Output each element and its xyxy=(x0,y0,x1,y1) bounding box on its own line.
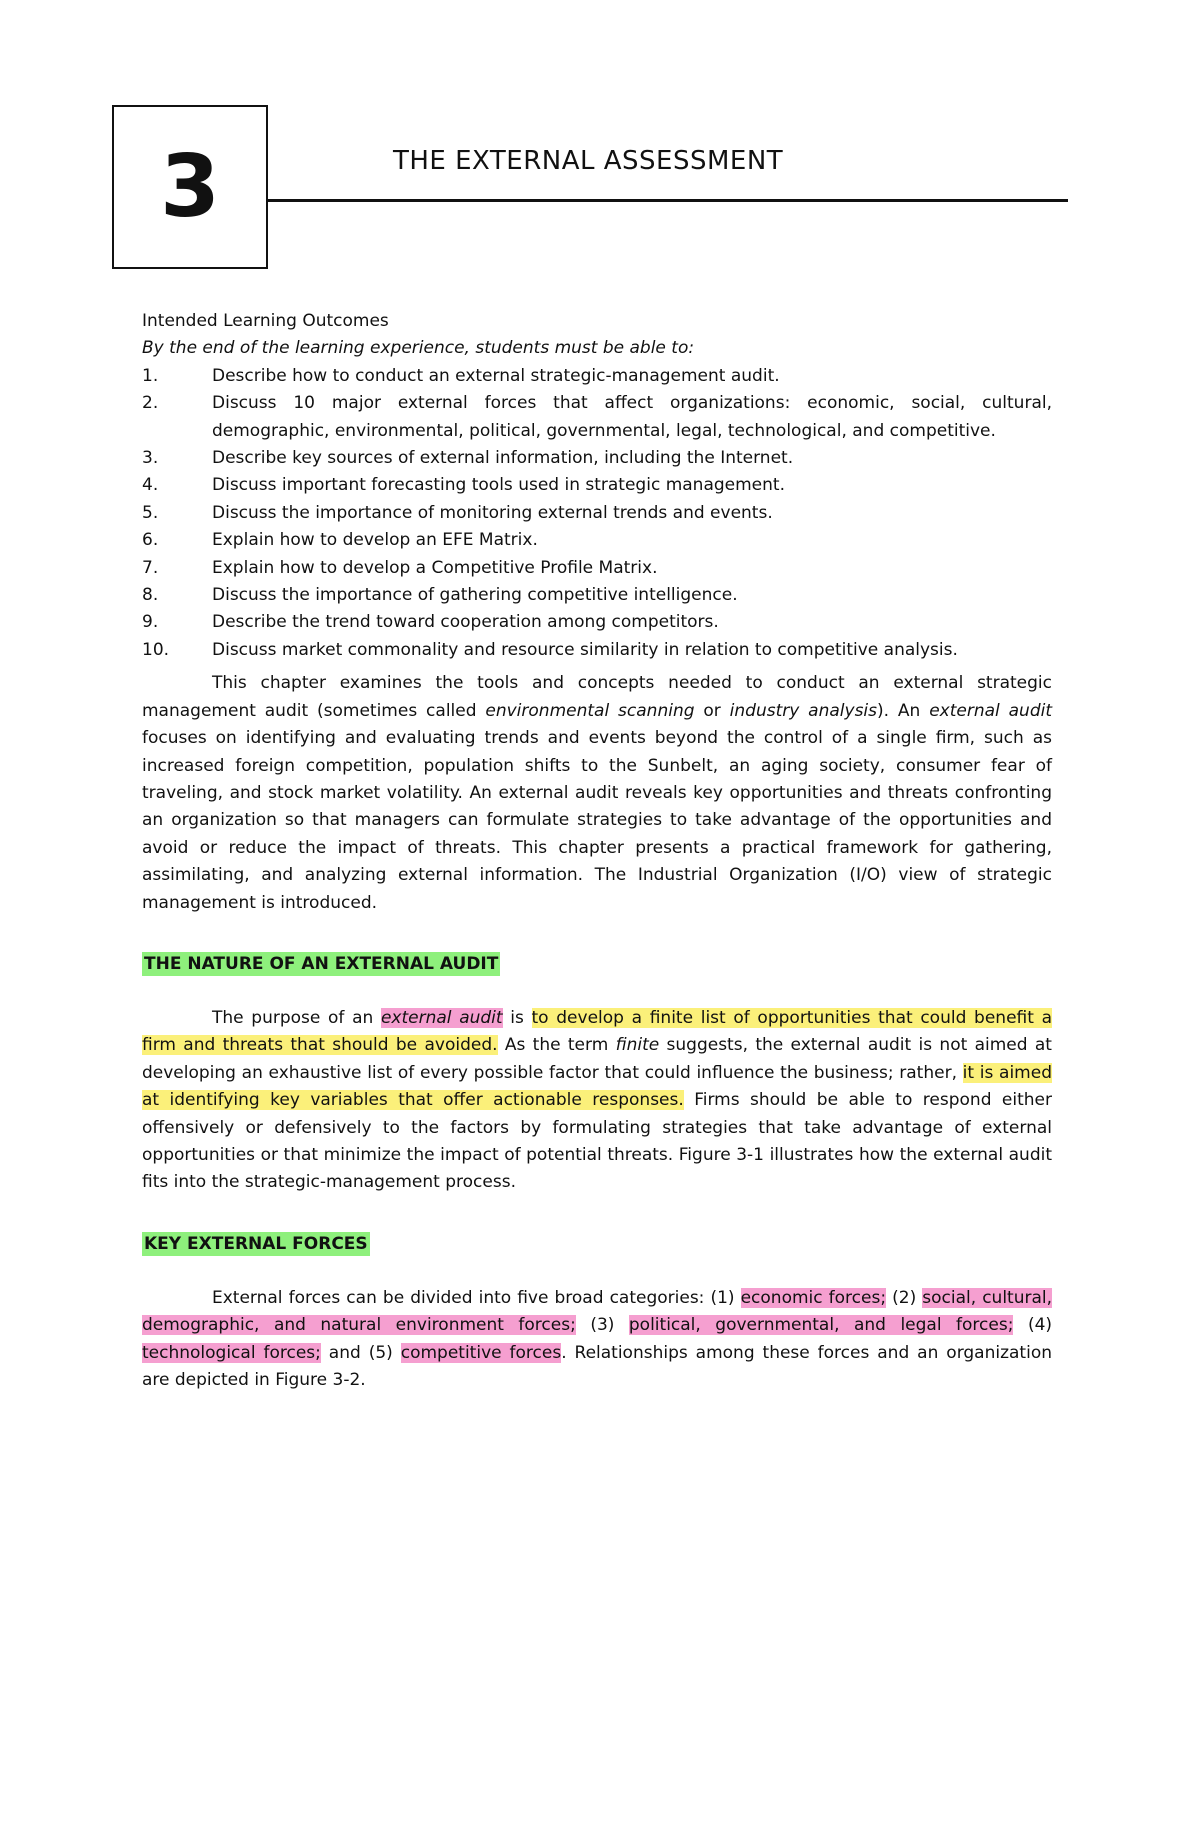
intro-text: ). An xyxy=(877,700,930,721)
term-finite: finite xyxy=(615,1035,660,1056)
highlight-political-forces: political, governmental, and legal forces; xyxy=(628,1315,1014,1336)
title-rule xyxy=(268,199,1068,202)
nature-paragraph xyxy=(142,1005,1052,1197)
section-heading-text: KEY EXTERNAL FORCES xyxy=(144,1233,368,1254)
highlight-competitive-forces: competitive forces xyxy=(400,1342,562,1363)
highlight-purpose: to develop a finite list of opportunities that could benefit a firm and threats that should be avoided. xyxy=(142,1007,1052,1056)
intro-text: or xyxy=(694,700,730,721)
outcome-number: 4. xyxy=(142,475,159,496)
outcome-item xyxy=(142,555,1052,582)
chapter-number: 3 xyxy=(160,137,220,237)
intro-paragraph xyxy=(142,670,1052,917)
paragraph-text: is xyxy=(502,1007,532,1028)
outcome-number: 5. xyxy=(142,502,159,523)
highlight-key-variables: it is aimed at identifying key variables that offer actionable responses. xyxy=(142,1062,1052,1111)
paragraph-text: (2) xyxy=(886,1287,923,1308)
outcome-item xyxy=(142,500,1052,527)
paragraph-text: Firms should be able to respond either offensively or defensively to the factors by formulating strategies that take advantage of external opportunities or that minimize the impact of potential threats. Figure 3-1 illustrates how the external audit fits into the strategic-management process. xyxy=(142,1090,1052,1193)
intro-term-industry-analysis: industry analysis xyxy=(729,700,878,721)
outcome-text: Discuss the importance of monitoring external trends and events. xyxy=(212,502,773,523)
outcome-text: Describe how to conduct an external strategic-management audit. xyxy=(212,365,780,386)
outcome-number: 2. xyxy=(142,393,159,414)
chapter-number-box xyxy=(112,105,268,269)
outcome-text: Explain how to develop an EFE Matrix. xyxy=(212,530,538,551)
ilo-heading: Intended Learning Outcomes xyxy=(142,311,389,331)
paragraph-text: As the term xyxy=(497,1035,616,1056)
outcome-text: Describe the trend toward cooperation among competitors. xyxy=(212,612,719,633)
forces-paragraph xyxy=(142,1285,1052,1395)
outcome-item xyxy=(142,363,1052,390)
outcome-text: Discuss important forecasting tools used in strategic management. xyxy=(212,475,785,496)
paragraph-text: . Relationships among these forces and an organization are depicted in Figure 3-2. xyxy=(142,1342,1052,1390)
paragraph-text: and (5) xyxy=(320,1342,401,1363)
highlight-economic-forces: economic forces; xyxy=(740,1287,887,1308)
outcome-number: 10. xyxy=(142,639,170,660)
intro-term-environmental-scanning: environmental scanning xyxy=(485,700,695,721)
highlight-social-forces: social, cultural, demographic, and natural environment forces; xyxy=(142,1287,1053,1336)
highlight-technological-forces: technological forces; xyxy=(142,1342,321,1363)
outcome-item xyxy=(142,637,1052,664)
outcome-item xyxy=(142,582,1052,609)
paragraph-text: (3) xyxy=(575,1315,629,1336)
outcome-number: 7. xyxy=(142,557,159,578)
outcome-item xyxy=(142,609,1052,636)
paragraph-text: (4) xyxy=(1013,1315,1053,1336)
intro-text: focuses on identifying and evaluating trends and events beyond the control of a single firm, such as increased foreign competition, population shifts to the Sunbelt, an aging society, consumer fear of traveling, and stock market volatility. An external audit reveals key opportunities and threats confronting an organization so that managers can formulate strategies to take advantage of the opportunities and avoid or reduce the impact of threats. This chapter presents a practical framework for gathering, assimilating, and analyzing external information. The Industrial Organization (I/O) view of strategic management is introduced. xyxy=(142,728,1052,913)
paragraph-text: The purpose of an xyxy=(212,1007,381,1028)
outcome-text: Discuss the importance of gathering competitive intelligence. xyxy=(212,585,738,606)
outcome-item xyxy=(142,527,1052,554)
chapter-title: THE EXTERNAL ASSESSMENT xyxy=(393,146,784,176)
ilo-subheading: By the end of the learning experience, students must be able to: xyxy=(142,338,695,359)
paragraph-text: External forces can be divided into five broad categories: (1) xyxy=(212,1287,741,1308)
outcome-text: Explain how to develop a Competitive Profile Matrix. xyxy=(212,557,658,578)
outcomes-list xyxy=(142,363,1052,664)
outcome-text: Describe key sources of external information, including the Internet. xyxy=(212,448,794,469)
section-heading-forces xyxy=(142,1231,1052,1257)
intro-term-external-audit: external audit xyxy=(929,700,1053,721)
paragraph-text: suggests, the external audit is not aimed at developing an exhaustive list of every possible factor that could influence the business; rather, xyxy=(142,1035,1052,1083)
section-heading-nature xyxy=(142,951,1052,977)
outcome-number: 6. xyxy=(142,530,159,551)
outcome-text: Discuss 10 major external forces that affect organizations: economic, social, cultural, demographic, environmental, political, governmental, legal, technological, and competitive. xyxy=(212,393,1052,441)
outcome-number: 8. xyxy=(142,585,159,606)
outcome-number: 3. xyxy=(142,448,159,469)
outcome-number: 1. xyxy=(142,365,159,386)
intro-text: This chapter examines the tools and concepts needed to conduct an external strategic management audit (sometimes called xyxy=(142,673,1052,721)
page-content xyxy=(142,308,1052,1394)
outcome-item xyxy=(142,472,1052,499)
outcome-item xyxy=(142,445,1052,472)
section-heading-text: THE NATURE OF AN EXTERNAL AUDIT xyxy=(144,953,499,974)
outcome-number: 9. xyxy=(142,612,159,633)
outcome-text: Discuss market commonality and resource similarity in relation to competitive analysis. xyxy=(212,639,958,660)
highlight-external-audit: external audit xyxy=(380,1007,503,1028)
outcome-item xyxy=(142,390,1052,445)
